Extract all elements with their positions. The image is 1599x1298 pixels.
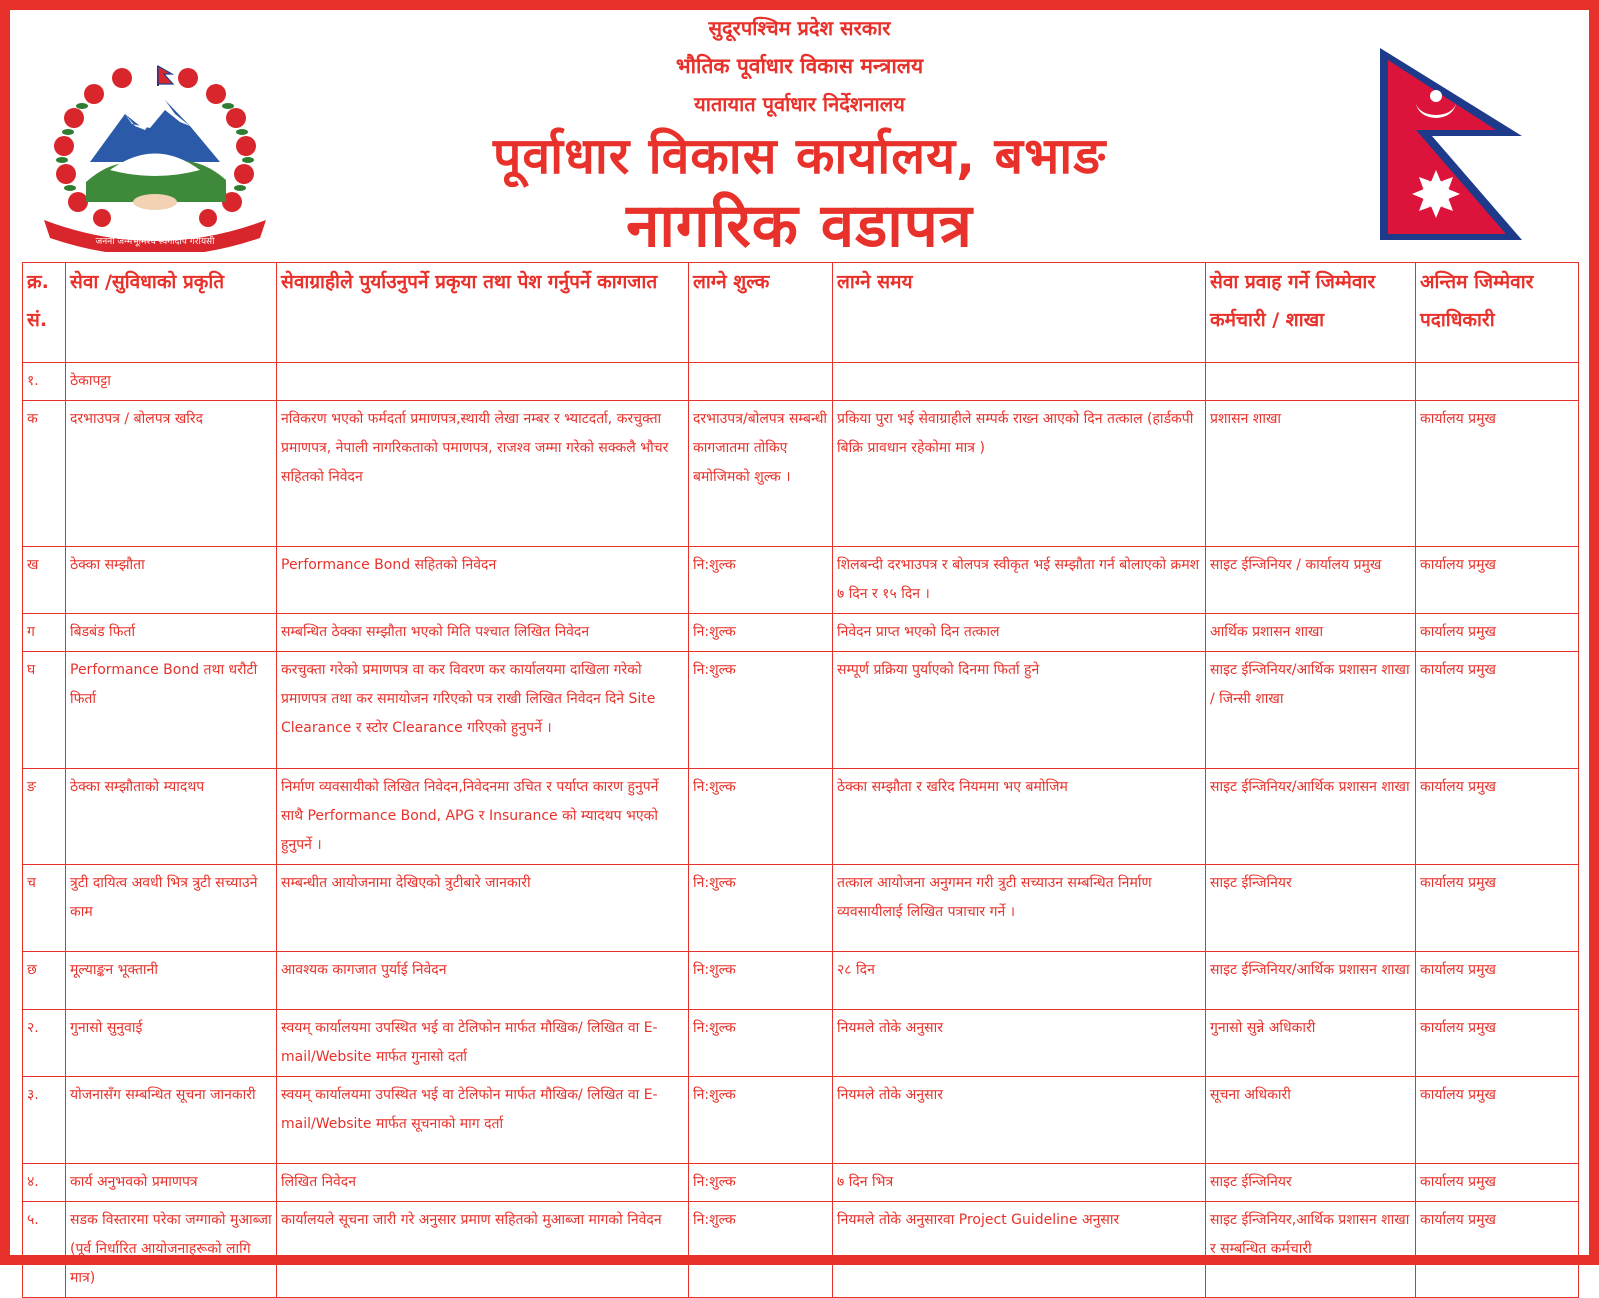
cell-staff: सूचना अधिकारी <box>1206 1077 1416 1164</box>
cell-process: करचुक्ता गरेको प्रमाणपत्र वा कर विवरण कर कार्यालयमा दाखिला गरेको प्रमाणपत्र तथा कर समायोजन गरिएको पत्र राखी लिखित निवेदन दिने Site Clearance र स्टोर Clearance गरिएको हुनुपर्ने । <box>277 652 689 769</box>
cell-staff: साइट ईन्जिनियर <box>1206 865 1416 952</box>
table-row <box>23 1164 1579 1202</box>
cell-serial: घ <box>23 652 66 769</box>
cell-process: सम्बन्धित ठेक्का सम्झौता भएको मिति पश्चात लिखित निवेदन <box>277 614 689 652</box>
province-government: सुदूरपश्चिम प्रदेश सरकार <box>708 16 891 40</box>
cell-process: नविकरण भएको फर्मदर्ता प्रमाणपत्र,स्थायी लेखा नम्बर र भ्याटदर्ता, करचुक्ता प्रमाणपत्र, नेपाली नागरिकताको पमाणपत्र, राजश्व जम्मा गरेको सक्कलै भौचर सहितको निवेदन <box>277 401 689 547</box>
cell-service: त्रुटी दायित्व अवधी भित्र त्रुटी सच्याउने काम <box>66 865 277 952</box>
cell-staff: गुनासो सुन्ने अधिकारी <box>1206 1010 1416 1077</box>
cell-official: कार्यालय प्रमुख <box>1416 614 1579 652</box>
cell-serial: ग <box>23 614 66 652</box>
ministry-name: भौतिक पूर्वाधार विकास मन्त्रालय <box>675 54 924 78</box>
cell-fee: नि:शुल्क <box>689 1164 833 1202</box>
header-time: लाग्ने समय <box>833 263 1206 363</box>
cell-official: कार्यालय प्रमुख <box>1416 401 1579 547</box>
table-row <box>23 1202 1579 1298</box>
cell-fee: नि:शुल्क <box>689 769 833 865</box>
cell-serial: २. <box>23 1010 66 1077</box>
cell-process: निर्माण व्यवसायीको लिखित निवेदन,निवेदनमा उचित र पर्याप्त कारण हुनुपर्ने साथै Performance Bond, APG र Insurance को म्यादथप भएको हुनुपर्ने । <box>277 769 689 865</box>
cell-staff: साइट ईन्जिनियर <box>1206 1164 1416 1202</box>
cell-time: सम्पूर्ण प्रक्रिया पुर्याएको दिनमा फिर्ता हुने <box>833 652 1206 769</box>
cell-process: लिखित निवेदन <box>277 1164 689 1202</box>
cell-time: शिलबन्दी दरभाउपत्र र बोलपत्र स्वीकृत भई सम्झौता गर्न बोलाएको क्रमश ७ दिन र १५ दिन । <box>833 547 1206 614</box>
cell-time: प्रकिया पुरा भई सेवाग्राहीले सम्पर्क राख्न आएको दिन तत्काल (हार्डकपी बिक्रि प्रावधान रहेकोमा मात्र ) <box>833 401 1206 547</box>
cell-official: कार्यालय प्रमुख <box>1416 1164 1579 1202</box>
citizen-charter-table <box>22 262 1579 1298</box>
cell-staff: साइट ईन्जिनियर,आर्थिक प्रशासन शाखा र सम्बन्धित कर्मचारी <box>1206 1202 1416 1298</box>
office-name: पूर्वाधार विकास कार्यालय, बभाङ <box>492 127 1107 185</box>
cell-official: कार्यालय प्रमुख <box>1416 1077 1579 1164</box>
cell-time: ७ दिन भित्र <box>833 1164 1206 1202</box>
cell-official: कार्यालय प्रमुख <box>1416 952 1579 1010</box>
cell-staff: साइट ईन्जिनियर / कार्यालय प्रमुख <box>1206 547 1416 614</box>
cell-serial: ३. <box>23 1077 66 1164</box>
header-staff: सेवा प्रवाह गर्ने जिम्मेवार कर्मचारी / शाखा <box>1206 263 1416 363</box>
cell-process: स्वयम् कार्यालयमा उपस्थित भई वा टेलिफोन मार्फत मौखिक/ लिखित वा E-mail/Website मार्फत गुनासो दर्ता <box>277 1010 689 1077</box>
cell-process: सम्बन्धीत आयोजनामा देखिएको त्रुटीबारे जानकारी <box>277 865 689 952</box>
table-row <box>23 363 1579 401</box>
cell-fee: दरभाउपत्र/बोलपत्र सम्बन्धी कागजातमा तोकिए बमोजिमको शुल्क । <box>689 401 833 547</box>
nepal-flag-icon <box>1372 44 1542 254</box>
cell-time: नियमले तोके अनुसार <box>833 1010 1206 1077</box>
cell-time: २८ दिन <box>833 952 1206 1010</box>
cell-official: कार्यालय प्रमुख <box>1416 547 1579 614</box>
cell-time: नियमले तोके अनुसारवा Project Guideline अनुसार <box>833 1202 1206 1298</box>
cell-process: आवश्यक कागजात पुर्याई निवेदन <box>277 952 689 1010</box>
cell-time: नियमले तोके अनुसार <box>833 1077 1206 1164</box>
cell-official: कार्यालय प्रमुख <box>1416 865 1579 952</box>
cell-service: योजनासँग सम्बन्धित सूचना जानकारी <box>66 1077 277 1164</box>
cell-serial: ४. <box>23 1164 66 1202</box>
header-serial: क्र. सं. <box>23 263 66 363</box>
cell-service: ठेकापट्टा <box>66 363 277 401</box>
cell-service: ठेक्का सम्झौताको म्यादथप <box>66 769 277 865</box>
cell-staff <box>1206 363 1416 401</box>
cell-time: निवेदन प्राप्त भएको दिन तत्काल <box>833 614 1206 652</box>
cell-service: मूल्याङ्कन भूक्तानी <box>66 952 277 1010</box>
table-row <box>23 865 1579 952</box>
table-row <box>23 769 1579 865</box>
cell-service: गुनासो सुनुवाई <box>66 1010 277 1077</box>
header-process: सेवाग्राहीले पुर्याउनुपर्ने प्रकृया तथा पेश गर्नुपर्ने कागजात <box>277 263 689 363</box>
cell-staff: आर्थिक प्रशासन शाखा <box>1206 614 1416 652</box>
cell-fee: नि:शुल्क <box>689 614 833 652</box>
cell-process <box>277 363 689 401</box>
header-service: सेवा /सुविधाको प्रकृति <box>66 263 277 363</box>
table-row <box>23 1077 1579 1164</box>
page-title: नागरिक वडापत्र <box>626 191 973 261</box>
cell-fee <box>689 363 833 401</box>
cell-fee: नि:शुल्क <box>689 1202 833 1298</box>
cell-service: बिडबंड फिर्ता <box>66 614 277 652</box>
header-official: अन्तिम जिम्मेवार पदाधिकारी <box>1416 263 1579 363</box>
table-row <box>23 652 1579 769</box>
cell-staff: साइट ईन्जिनियर/आर्थिक प्रशासन शाखा / जिन्सी शाखा <box>1206 652 1416 769</box>
cell-service: दरभाउपत्र / बोलपत्र खरिद <box>66 401 277 547</box>
cell-service: सडक विस्तारमा परेका जग्गाको मुआब्जा (पूर्व निर्धारित आयोजनाहरूको लागि मात्र) <box>66 1202 277 1298</box>
cell-process: Performance Bond सहितको निवेदन <box>277 547 689 614</box>
table-row <box>23 547 1579 614</box>
cell-official: कार्यालय प्रमुख <box>1416 1010 1579 1077</box>
cell-service: Performance Bond तथा धरौटी फिर्ता <box>66 652 277 769</box>
svg-text:जननी जन्मभूमिश्च स्वर्गादपि गर: जननी जन्मभूमिश्च स्वर्गादपि गरीयसी <box>95 237 215 247</box>
table-row <box>23 401 1579 547</box>
cell-official <box>1416 363 1579 401</box>
cell-time: ठेक्का सम्झौता र खरिद नियममा भए बमोजिम <box>833 769 1206 865</box>
directorate-name: यातायात पूर्वाधार निर्देशनालय <box>694 92 905 116</box>
cell-serial: ख <box>23 547 66 614</box>
cell-fee: नि:शुल्क <box>689 1077 833 1164</box>
cell-process: स्वयम् कार्यालयमा उपस्थित भई वा टेलिफोन मार्फत मौखिक/ लिखित वा E-mail/Website मार्फत सूचनाको माग दर्ता <box>277 1077 689 1164</box>
cell-fee: नि:शुल्क <box>689 547 833 614</box>
table-header-row <box>23 263 1579 363</box>
cell-time <box>833 363 1206 401</box>
cell-staff: प्रशासन शाखा <box>1206 401 1416 547</box>
header <box>0 0 1599 262</box>
cell-serial: छ <box>23 952 66 1010</box>
table-row <box>23 952 1579 1010</box>
table-row <box>23 614 1579 652</box>
cell-serial: क <box>23 401 66 547</box>
cell-serial: ५. <box>23 1202 66 1298</box>
cell-process: कार्यालयले सूचना जारी गरे अनुसार प्रमाण सहितको मुआब्जा मागको निवेदन <box>277 1202 689 1298</box>
cell-serial: च <box>23 865 66 952</box>
cell-staff: साइट ईन्जिनियर/आर्थिक प्रशासन शाखा <box>1206 769 1416 865</box>
cell-fee: नि:शुल्क <box>689 1010 833 1077</box>
cell-service: ठेक्का सम्झौता <box>66 547 277 614</box>
cell-serial: १. <box>23 363 66 401</box>
cell-time: तत्काल आयोजना अनुगमन गरी त्रुटी सच्याउन सम्बन्धित निर्माण व्यवसायीलाई लिखित पत्राचार गर्ने । <box>833 865 1206 952</box>
cell-service: कार्य अनुभवको प्रमाणपत्र <box>66 1164 277 1202</box>
cell-official: कार्यालय प्रमुख <box>1416 1202 1579 1298</box>
cell-official: कार्यालय प्रमुख <box>1416 769 1579 865</box>
header-fee: लाग्ने शुल्क <box>689 263 833 363</box>
cell-serial: ङ <box>23 769 66 865</box>
cell-fee: नि:शुल्क <box>689 652 833 769</box>
table-row <box>23 1010 1579 1077</box>
cell-staff: साइट ईन्जिनियर/आर्थिक प्रशासन शाखा <box>1206 952 1416 1010</box>
cell-fee: नि:शुल्क <box>689 952 833 1010</box>
cell-fee: नि:शुल्क <box>689 865 833 952</box>
cell-official: कार्यालय प्रमुख <box>1416 652 1579 769</box>
